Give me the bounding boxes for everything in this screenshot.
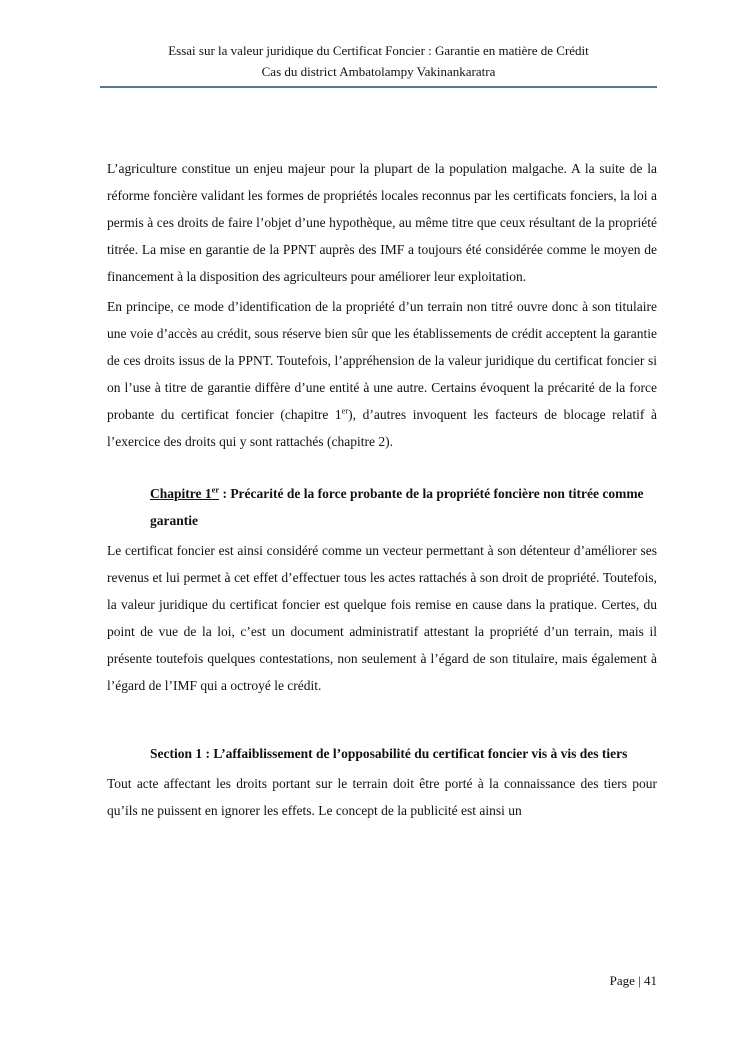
paragraph-certificate: Le certificat foncier est ainsi considéré comme un vecteur permettant à son détenteur d’améliorer ses revenus et lui permet à cet effet d’effectuer tous les actes rattachés à son droit de propriété. Toutefois, la valeur juridique du certificat foncier est quelque fois remise en cause dans la pratique. Certes, du point de vue de la loi, c’est un document administratif attestant la propriété d’un terrain, mais il présente toutefois quelques contestations, non seulement à l’égard de son titulaire, mais également à l’égard de l’IMF qui a octroyé le crédit. — [107, 543, 657, 693]
header-title-line1: Essai sur la valeur juridique du Certificat Foncier : Garantie en matière de Crédit — [168, 43, 589, 58]
paragraph-publicity: Tout acte affectant les droits portant sur le terrain doit être porté à la connaissance des tiers pour qu’ils ne puissent en ignorer les effets. Le concept de la publicité est ainsi un — [107, 776, 657, 818]
chapter-ordinal-superscript: er — [211, 485, 220, 495]
chapter-heading-separator: : — [219, 486, 231, 501]
page-number: Page | 41 — [609, 973, 657, 988]
paragraph-principle-text: En principe, ce mode d’identification de la propriété d’un terrain non titré ouvre donc à son titulaire une voie d’accès au crédit, sous réserve bien sûr que les établissements de crédit acceptent la garantie de ces droits issus de la PPNT. Toutefois, l’appréhension de la valeur juridique du certificat foncier si on l’use à titre de garantie diffère d’une entité à une autre. Certains évoquent la précarité de la force probante du certificat foncier (chapitre 1 — [107, 299, 657, 422]
paragraph-principle-text-end: ), d’autres invoquent les facteurs de blocage relatif à l’exercice des droits qui y sont rattachés (chapitre 2). — [107, 407, 658, 449]
chapter-number-label: Chapitre 1 — [150, 486, 212, 501]
ordinal-superscript: er — [341, 406, 349, 416]
page-header — [100, 40, 657, 88]
header-title-line2: Cas du district Ambatolampy Vakinankaratra — [261, 64, 496, 79]
chapter-heading-title: Précarité de la force probante de la propriété foncière non titrée comme garantie — [150, 486, 644, 528]
chapter-heading — [150, 480, 657, 534]
section-heading: Section 1 : L’affaiblissement de l’opposabilité du certificat foncier vis à vis des tiers — [150, 746, 628, 761]
paragraph-intro: L’agriculture constitue un enjeu majeur pour la plupart de la population malgache. A la suite de la réforme foncière validant les formes de propriétés locales reconnus par les certificats fonciers, la loi a permis à ces droits de faire l’objet d’une hypothèque, au même titre que ceux résultant de la propriété titrée. La mise en garantie de la PPNT auprès des IMF a toujours été considérée comme le moyen de financement à la disposition des agriculteurs pour améliorer leur exploitation. — [107, 161, 657, 284]
paragraph-principle — [107, 293, 657, 455]
document-body — [107, 155, 657, 827]
chapter-number — [150, 486, 219, 501]
